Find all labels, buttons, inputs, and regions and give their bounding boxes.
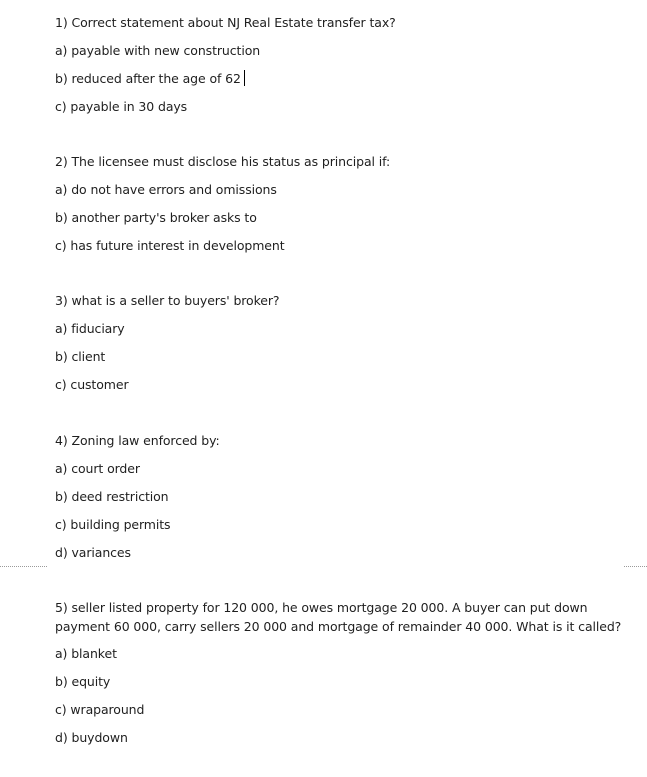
- page-break-left: [0, 566, 47, 567]
- question-4-option-a: a) court order: [55, 461, 140, 476]
- question-3-prompt: 3) what is a seller to buyers' broker?: [55, 293, 280, 308]
- question-2-option-b: b) another party's broker asks to: [55, 210, 257, 225]
- page-break-right: [624, 566, 647, 567]
- question-2-option-c: c) has future interest in development: [55, 238, 285, 253]
- question-1-prompt: 1) Correct statement about NJ Real Estate transfer tax?: [55, 15, 396, 30]
- question-5-option-a: a) blanket: [55, 646, 117, 661]
- question-2-option-a: a) do not have errors and omissions: [55, 182, 277, 197]
- question-1-option-b[interactable]: [55, 70, 245, 87]
- question-5-option-d: d) buydown: [55, 730, 128, 745]
- question-4-option-d: d) variances: [55, 545, 131, 560]
- question-4-option-b: b) deed restriction: [55, 489, 169, 504]
- question-4-prompt: 4) Zoning law enforced by:: [55, 433, 220, 448]
- text-cursor: [244, 70, 245, 86]
- question-5-option-b: b) equity: [55, 674, 111, 689]
- question-3-option-b: b) client: [55, 349, 106, 364]
- question-1-option-b-text: b) reduced after the age of 62: [55, 71, 241, 86]
- question-4-option-c: c) building permits: [55, 517, 171, 532]
- question-1-option-c: c) payable in 30 days: [55, 99, 188, 114]
- question-1-option-a: a) payable with new construction: [55, 43, 261, 58]
- question-5-prompt: 5) seller listed property for 120 000, he owes mortgage 20 000. A buyer can put down payment 60 000, carry sellers 20 000 and mortgage of remainder 40 000. What is it called?: [55, 600, 622, 634]
- question-3-option-c: c) customer: [55, 377, 129, 392]
- question-5-option-c: c) wraparound: [55, 702, 145, 717]
- question-3-option-a: a) fiduciary: [55, 321, 125, 336]
- question-2-prompt: 2) The licensee must disclose his status as principal if:: [55, 154, 391, 169]
